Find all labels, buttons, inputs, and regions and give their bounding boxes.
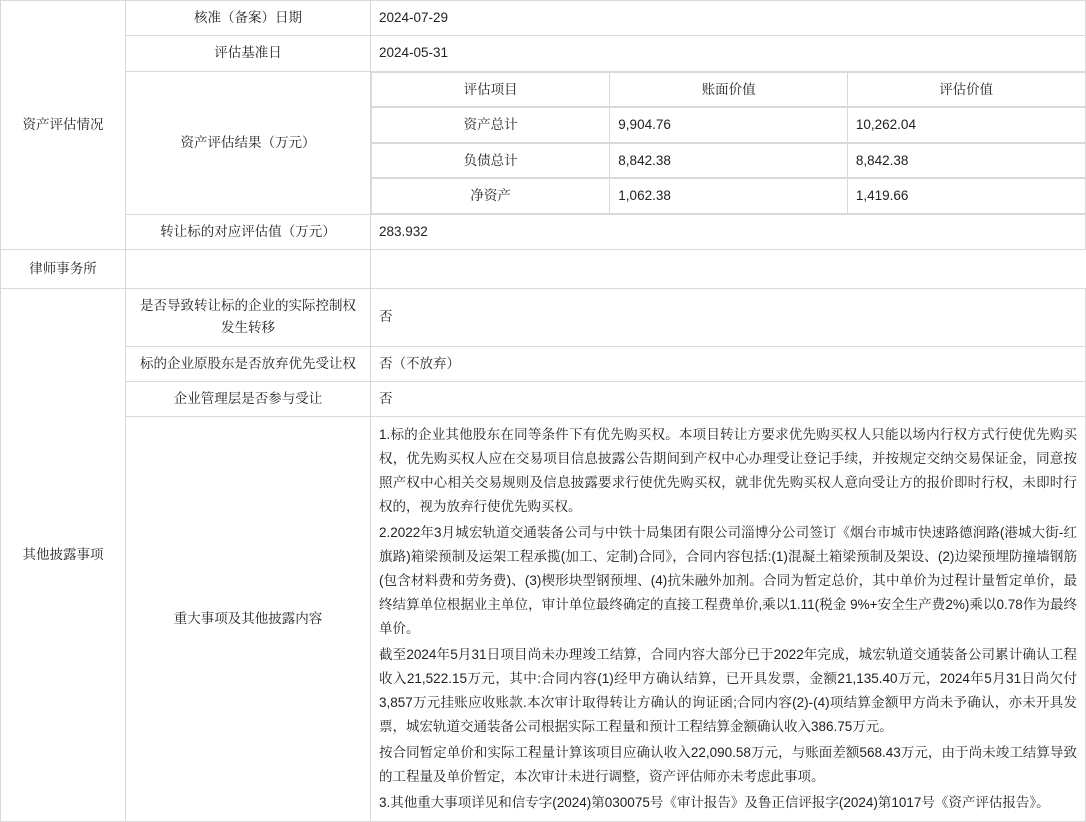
cell-book-value: 1,062.38 — [610, 179, 848, 214]
row-label-valuation-base-date: 评估基准日 — [126, 36, 371, 71]
row-value-control-transfer: 否 — [371, 289, 1086, 347]
disclosure-paragraph-1: 1.标的企业其他股东在同等条件下有优先购买权。本项目转让方要求优先购买权人只能以场内行权方式行使优先购买权，优先购买权人应在交易项目信息披露公告期间到产权中心办理受让登记手续，并按规定交纳交易保证金，同意按照产权中心相关交易规则及信息披露要求行使优先购买权，就非优先购买权人意向受让方的报价即时行权，未即时行权的，视为放弃行使优先购买权。 — [379, 427, 1077, 515]
row-label-law-firm: 律师事务所 — [1, 250, 126, 289]
row-value-management-participation: 否 — [371, 381, 1086, 416]
cell-appraised-value: 8,842.38 — [847, 143, 1085, 178]
section-category-asset-assessment: 资产评估情况 — [1, 1, 126, 250]
assessment-result-row-total-assets — [371, 107, 1086, 143]
assessment-result-row-total-liabilities — [371, 143, 1086, 179]
assessment-result-row-net-assets — [371, 178, 1086, 214]
table-row — [1, 36, 1086, 71]
table-row — [1, 214, 1086, 249]
cell-item: 负债总计 — [372, 143, 610, 178]
row-label-assessment-result: 资产评估结果（万元） — [126, 71, 371, 214]
section-category-other-disclosure: 其他披露事项 — [1, 289, 126, 822]
table-row — [1, 250, 1086, 289]
row-label-preemptive-waiver: 标的企业原股东是否放弃优先受让权 — [126, 346, 371, 381]
cell-item: 资产总计 — [372, 108, 610, 143]
table-row — [372, 179, 1086, 214]
disclosure-paragraph-3: 截至2024年5月31日项目尚未办理竣工结算，合同内容大部分已于2022年完成，城宏轨道交通装备公司累计确认工程收入21,522.15万元，其中:合同内容(1)经甲方确认结算，已开具发票，金额21,135.40万元，2024年5月31日尚欠付3,857万元挂账应收账款.本次审计取得转让方确认的询证函;合同内容(2)-(4)项结算金额甲方尚未予确认，亦未开具发票，城宏轨道交通装备公司根据实际工程量和预计工程结算金额确认收入386.75万元。 — [379, 647, 1077, 735]
table-row — [1, 1, 1086, 36]
row-value-approval-date: 2024-07-29 — [371, 1, 1086, 36]
table-row — [1, 71, 1086, 107]
table-header-row — [372, 72, 1086, 107]
row-label-approval-date: 核准（备案）日期 — [126, 1, 371, 36]
cell-item: 净资产 — [372, 179, 610, 214]
major-events-content — [379, 423, 1077, 815]
disclosure-paragraph-2: 2.2022年3月城宏轨道交通装备公司与中铁十局集团有限公司淄博分公司签订《烟台市城市快速路德润路(港城大街-红旗路)箱梁预制及运架工程承揽(加工、定制)合同》，合同内容包括:(1)混凝土箱梁预制及架设、(2)边梁预埋防撞墙钢筋(包含材料费和劳务费)、(3)楔形块型钢预埋、(4)抗朱融外加剂。合同为暂定总价，其中单价为过程计量暂定单价，最终结算单位根据业主单位，审计单位最终确定的直接工程费单价,乘以1.11(税金 9%+安全生产费2%)乘以0.78作为最终单价。 — [379, 525, 1077, 637]
disclosure-paragraph-5: 3.其他重大事项详见和信专字(2024)第030075号《审计报告》及鲁正信评报字(2024)第1017号《资产评估报告》。 — [379, 795, 1050, 811]
row-value-transfer-target-value: 283.932 — [371, 214, 1086, 249]
col-header-item: 评估项目 — [372, 72, 610, 107]
table-row — [372, 108, 1086, 143]
row-value-preemptive-waiver: 否（不放弃） — [371, 346, 1086, 381]
disclosure-paragraph-4: 按合同暂定单价和实际工程量计算该项目应确认收入22,090.58万元，与账面差额568.43万元，由于尚未竣工结算导致的工程量及单价暂定，本次审计未进行调整，资产评估师亦未考虑此事项。 — [379, 745, 1077, 785]
row-value-major-events — [371, 417, 1086, 822]
cell-appraised-value: 10,262.04 — [847, 108, 1085, 143]
cell-appraised-value: 1,419.66 — [847, 179, 1085, 214]
row-label-control-transfer: 是否导致转让标的企业的实际控制权发生转移 — [126, 289, 371, 347]
col-header-appraised-value: 评估价值 — [847, 72, 1085, 107]
assessment-result-header-table — [371, 72, 1086, 108]
row-label-transfer-target-value: 转让标的对应评估值（万元） — [126, 214, 371, 249]
row-value-law-firm — [126, 250, 371, 289]
row-value-valuation-base-date: 2024-05-31 — [371, 36, 1086, 71]
row-label-management-participation: 企业管理层是否参与受让 — [126, 381, 371, 416]
cell-book-value: 8,842.38 — [610, 143, 848, 178]
assessment-result-header-cell — [371, 71, 1086, 107]
table-row — [1, 289, 1086, 347]
row-label-major-events: 重大事项及其他披露内容 — [126, 417, 371, 822]
table-row — [1, 381, 1086, 416]
table-row — [1, 346, 1086, 381]
col-header-book-value: 账面价值 — [610, 72, 848, 107]
cell-book-value: 9,904.76 — [610, 108, 848, 143]
table-row — [372, 143, 1086, 178]
table-row — [1, 417, 1086, 822]
